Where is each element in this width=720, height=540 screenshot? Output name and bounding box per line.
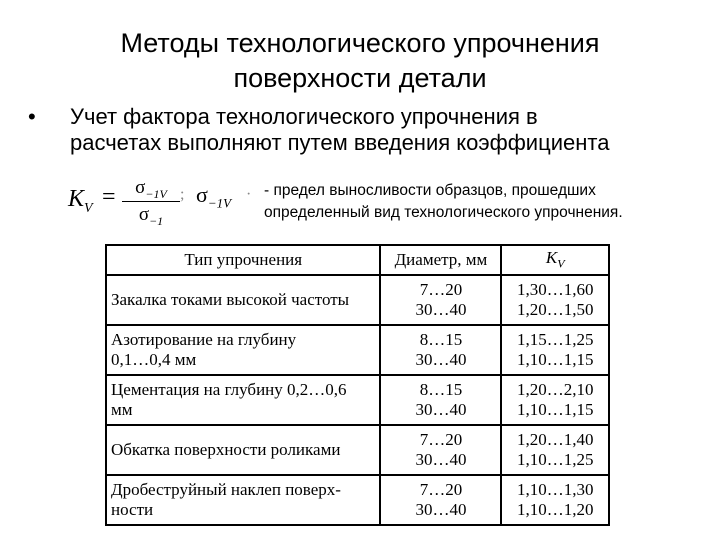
- header-kv-sub: V: [557, 256, 565, 271]
- cell-type: [106, 275, 380, 325]
- cell-type: [106, 425, 380, 475]
- header-type: Тип упрочнения: [106, 245, 380, 275]
- cell-type-line: Азотирование на глубину: [111, 330, 297, 349]
- cell-diameter-line: 30…40: [415, 350, 467, 369]
- cell-kv-line: 1,30…1,60: [516, 280, 594, 299]
- cell-kv: [501, 475, 609, 525]
- denominator-sigma: σ: [138, 204, 150, 225]
- formula-separator-2: ·: [246, 186, 252, 203]
- cell-type-line: Дробеструйный наклеп поверх-: [111, 480, 341, 499]
- title-line-1: Методы технологического упрочнения: [120, 28, 600, 58]
- cell-diameter-line: 7…20: [419, 280, 463, 299]
- sigma-symbol: [196, 182, 231, 211]
- formula-numerator: [122, 176, 180, 199]
- cell-diameter-line: 7…20: [419, 480, 463, 499]
- cell-diameter: [380, 275, 501, 325]
- cell-diameter: [380, 375, 501, 425]
- kv-formula: [68, 176, 258, 226]
- numerator-sigma: σ: [135, 177, 146, 198]
- cell-type: [106, 475, 380, 525]
- formula-kv-symbol: K: [68, 186, 85, 212]
- cell-kv-line: 1,10…1,15: [516, 350, 594, 369]
- description-line-2: определенный вид технологического упрочнения.: [264, 204, 623, 221]
- slide-title: [0, 26, 720, 96]
- cell-type: [106, 325, 380, 375]
- formula-equals: =: [102, 184, 116, 210]
- bullet-line-2: расчетах выполняют путем введения коэффициента: [70, 130, 610, 155]
- table-header-row: [106, 245, 609, 275]
- cell-type-line: Обкатка поверхности роликами: [111, 440, 341, 459]
- cell-kv-line: 1,15…1,25: [516, 330, 594, 349]
- denominator-sub: −1: [149, 213, 164, 228]
- cell-kv-line: 1,10…1,30: [516, 480, 594, 499]
- table-row: [106, 425, 609, 475]
- description-line-1: - предел выносливости образцов, прошедших: [264, 182, 596, 199]
- table-row: [106, 375, 609, 425]
- cell-kv-line: 1,10…1,20: [516, 500, 594, 519]
- cell-diameter-line: 8…15: [419, 330, 463, 349]
- cell-type: [106, 375, 380, 425]
- formula-kv: [68, 186, 93, 217]
- cell-diameter-line: 30…40: [415, 300, 467, 319]
- cell-diameter-line: 7…20: [419, 430, 463, 449]
- bullet-text: [70, 104, 609, 156]
- formula-kv-sub: V: [84, 200, 93, 216]
- cell-diameter-line: 8…15: [419, 380, 463, 399]
- cell-diameter: [380, 325, 501, 375]
- formula-separator: ;: [180, 186, 185, 203]
- numerator-sub: −1V: [145, 186, 167, 201]
- sigma-description: [264, 180, 623, 224]
- header-kv-symbol: K: [545, 248, 558, 268]
- sigma2-symbol: σ: [196, 182, 208, 207]
- cell-kv: [501, 275, 609, 325]
- cell-kv-line: 1,10…1,15: [516, 400, 594, 419]
- cell-type-line: Закалка токами высокой частоты: [111, 290, 350, 309]
- bullet-dot-icon: •: [28, 104, 36, 129]
- cell-kv-line: 1,20…1,40: [516, 430, 594, 449]
- cell-diameter-line: 30…40: [415, 400, 467, 419]
- table-row: [106, 475, 609, 525]
- hardening-table: [105, 244, 610, 526]
- cell-kv: [501, 425, 609, 475]
- cell-kv: [501, 325, 609, 375]
- cell-type-line: 0,1…0,4 мм: [111, 350, 197, 369]
- cell-kv-line: 1,20…2,10: [516, 380, 594, 399]
- fraction-bar: [122, 201, 180, 202]
- cell-diameter-line: 30…40: [415, 450, 467, 469]
- cell-type-line: ности: [111, 500, 154, 519]
- table-row: [106, 275, 609, 325]
- sigma2-sub: −1V: [207, 195, 232, 211]
- cell-diameter: [380, 475, 501, 525]
- cell-type-line: мм: [111, 400, 133, 419]
- formula-fraction: [122, 176, 180, 226]
- cell-kv-line: 1,20…1,50: [516, 300, 594, 319]
- cell-diameter: [380, 425, 501, 475]
- cell-kv-line: 1,10…1,25: [516, 450, 594, 469]
- cell-diameter-line: 30…40: [415, 500, 467, 519]
- cell-kv: [501, 375, 609, 425]
- header-kv: [501, 245, 609, 275]
- table-row: [106, 325, 609, 375]
- formula-denominator: [122, 204, 180, 226]
- bullet-line-1: Учет фактора технологического упрочнения в: [70, 104, 538, 129]
- cell-type-line: Цементация на глубину 0,2…0,6: [111, 380, 347, 399]
- header-diameter: Диаметр, мм: [380, 245, 501, 275]
- title-line-2: поверхности детали: [233, 63, 487, 93]
